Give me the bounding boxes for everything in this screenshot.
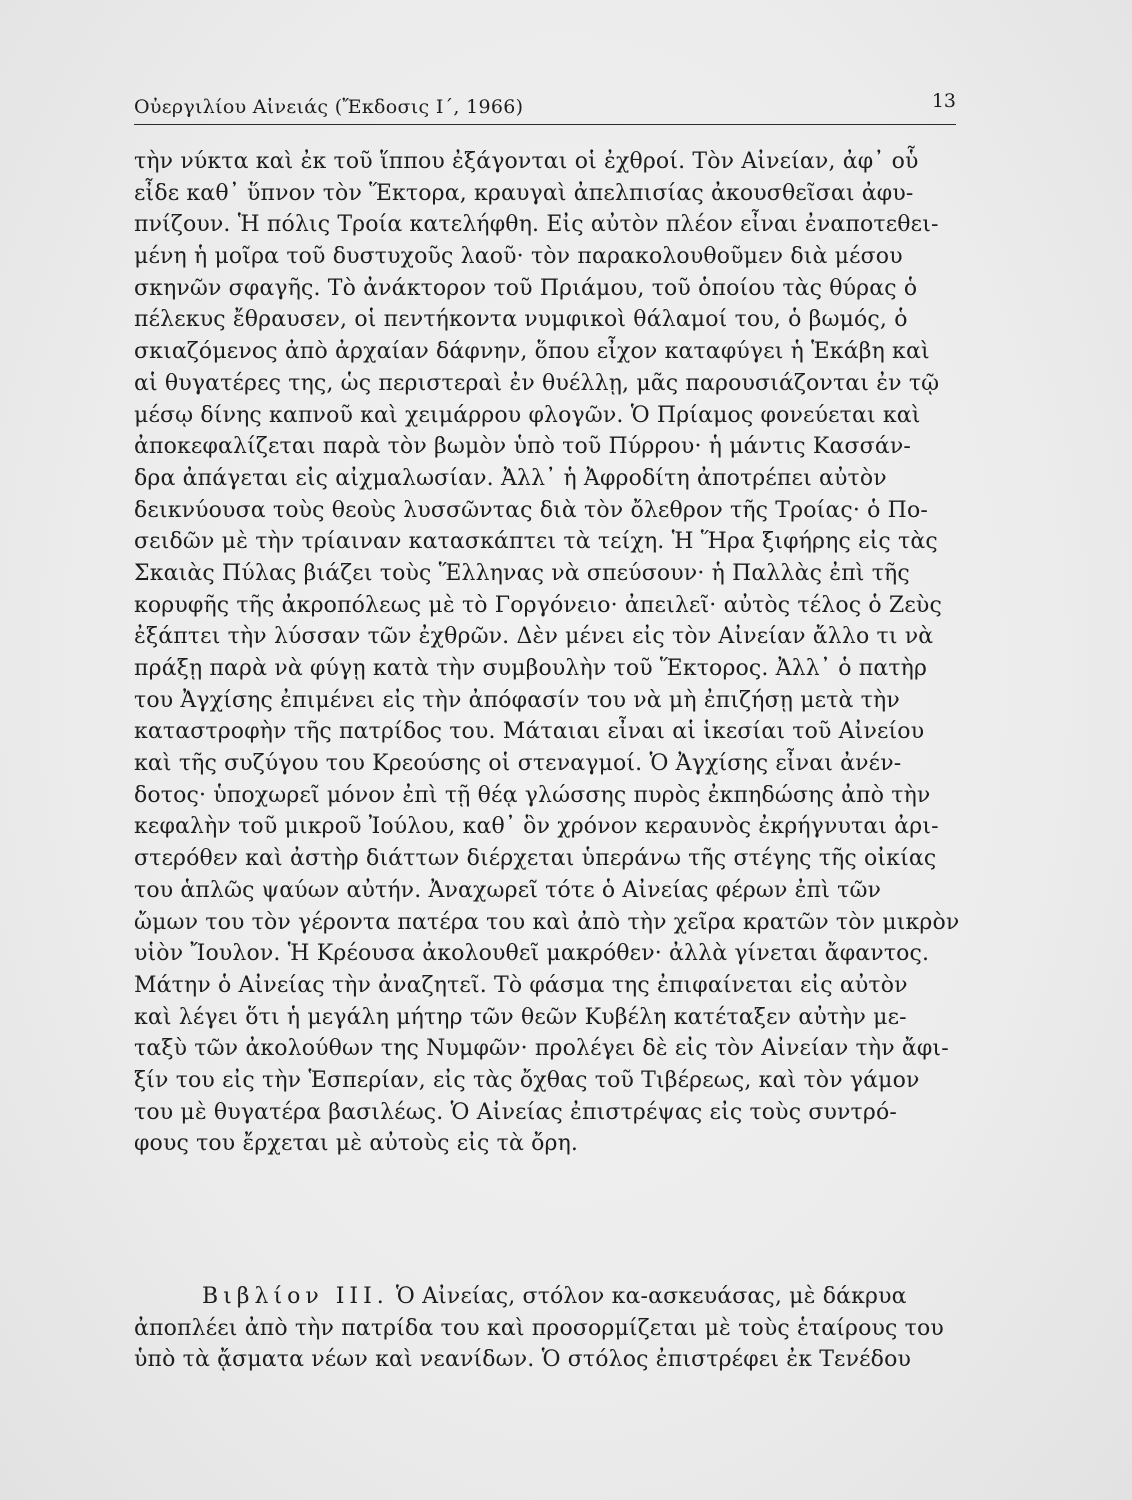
text-line: μένη ἡ μοῖρα τοῦ δυστυχοῦς λαοῦ· τὸν παρακολουθοῦμεν διὰ μέσου — [134, 244, 903, 270]
text-line: ξίν του εἰς τὴν Ἑσπερίαν, εἰς τὰς ὄχθας τοῦ Τιβέρεως, καὶ τὸν γάμον — [134, 1067, 920, 1093]
text-line-first — [134, 1281, 974, 1313]
text-line: κορυφῆς τῆς ἀκροπόλεως μὲ τὸ Γοργόνειο· ἀπειλεῖ· αὐτὸς τέλος ὁ Ζεὺς — [134, 592, 942, 618]
text-line: καταστροφὴν τῆς πατρίδος του. Μάταιαι εἶναι αἱ ἱκεσίαι τοῦ Αἰνείου — [134, 719, 925, 745]
text-line: σκιαζόμενος ἀπὸ ἀρχαίαν δάφνην, ὅπου εἶχον καταφύγει ἡ Ἑκάβη καὶ — [134, 339, 930, 365]
page-header — [134, 90, 956, 124]
text-line: δεικνύουσα τοὺς θεοὺς λυσσῶντας διὰ τὸν ὄλεθρον τῆς Τροίας· ὁ Πο- — [134, 497, 928, 523]
book-heading: Βιβλίον ΙΙΙ. — [202, 1284, 389, 1309]
text-line: ὑπὸ τὰ ᾄσματα νέων καὶ νεανίδων. Ὁ στόλος ἐπιστρέφει ἐκ Τενέδου — [134, 1347, 911, 1373]
text-line: πνίζουν. Ἡ πόλις Τροία κατελήφθη. Εἰς αὐτὸν πλέον εἶναι ἐναποτεθει- — [134, 212, 939, 238]
text-line: του ἁπλῶς ψαύων αὐτήν. Ἀναχωρεῖ τότε ὁ Αἰνείας φέρων ἐπὶ τῶν — [134, 877, 882, 903]
page-number: 13 — [931, 90, 956, 112]
text-line: ἐξάπτει τὴν λύσσαν τῶν ἐχθρῶν. Δὲν μένει εἰς τὸν Αἰνείαν ἄλλο τι νὰ — [134, 624, 934, 650]
text-line: του μὲ θυγατέρα βασιλέως. Ὁ Αἰνείας ἐπιστρέψας εἰς τοὺς συντρό- — [134, 1099, 897, 1125]
text-line: αἱ θυγατέρες της, ὡς περιστεραὶ ἐν θυέλλῃ, μᾶς παρουσιάζονται ἐν τῷ — [134, 370, 940, 396]
paragraph-1 — [134, 146, 974, 1160]
text-line: κεφαλὴν τοῦ μικροῦ Ἰούλου, καθ᾿ ὃν χρόνον κεραυνὸς ἐκρήγνυται ἀρι- — [134, 814, 939, 840]
text-line: εἶδε καθ᾿ ὕπνον τὸν Ἕκτορα, κραυγαὶ ἀπελπισίας ἀκουσθεῖσαι ἀφυ- — [134, 180, 914, 206]
text-line: καὶ λέγει ὅτι ἡ μεγάλη μήτηρ τῶν θεῶν Κυβέλη κατέταξεν αὐτὴν με- — [134, 1004, 907, 1030]
text-line: πέλεκυς ἔθραυσεν, οἱ πεντήκοντα νυμφικοὶ θάλαμοί του, ὁ βωμός, ὁ — [134, 307, 908, 333]
text-line: ἀποκεφαλίζεται παρὰ τὸν βωμὸν ὑπὸ τοῦ Πύρρου· ἡ μάντις Κασσάν- — [134, 434, 911, 460]
text-line: στερόθεν καὶ ἀστὴρ διάττων διέρχεται ὑπεράνω τῆς στέγης τῆς οἰκίας — [134, 846, 937, 872]
text-line: καὶ τῆς συζύγου του Κρεούσης οἱ στεναγμοί. Ὁ Ἀγχίσης εἶναι ἀνέν- — [134, 751, 902, 777]
text-line: τὴν νύκτα καὶ ἐκ τοῦ ἵππου ἐξάγονται οἱ ἐχθροί. Τὸν Αἰνείαν, ἀφ᾿ οὗ — [134, 149, 919, 174]
text-line: φους του ἔρχεται μὲ αὐτοὺς εἰς τὰ ὄρη. — [134, 1131, 579, 1157]
text-line: δρα ἀπάγεται εἰς αἰχμαλωσίαν. Ἀλλ᾿ ἡ Ἀφροδίτη ἀποτρέπει αὐτὸν — [134, 465, 887, 491]
text-line: μέσῳ δίνης καπνοῦ καὶ χειμάρρου φλογῶν. Ὁ Πρίαμος φονεύεται καὶ — [134, 402, 921, 428]
paragraph-2 — [134, 1281, 974, 1376]
first-line-text: Ὁ Αἰνείας, στόλον κα-ασκευάσας, μὲ δάκρυα — [395, 1284, 907, 1309]
text-line: πράξῃ παρὰ νὰ φύγῃ κατὰ τὴν συμβουλὴν τοῦ Ἕκτορος. Ἀλλ᾿ ὁ πατὴρ — [134, 656, 928, 681]
running-title: Οὐεργιλίου Αἰνειάς (Ἔκδοσις Ι΄, 1966) — [134, 96, 524, 118]
text-line: υἱὸν Ἴουλον. Ἡ Κρέουσα ἀκολουθεῖ μακρόθεν· ἀλλὰ γίνεται ἄφαντος. — [134, 941, 930, 967]
text-line: σειδῶν μὲ τὴν τρίαιναν κατασκάπτει τὰ τείχη. Ἡ Ἥρα ξιφήρης εἰς τὰς — [134, 529, 938, 555]
text-line: ταξὺ τῶν ἀκολούθων της Νυμφῶν· προλέγει δὲ εἰς τὸν Αἰνείαν τὴν ἄφι- — [134, 1036, 949, 1062]
text-line: ἀποπλέει ἀπὸ τὴν πατρίδα του καὶ προσορμίζεται μὲ τοὺς ἑταίρους του — [134, 1315, 944, 1341]
text-line: ὤμων του τὸν γέροντα πατέρα του καὶ ἀπὸ τὴν χεῖρα κρατῶν τὸν μικρὸν — [134, 909, 960, 935]
header-rule — [134, 124, 956, 125]
text-line: δοτος· ὑποχωρεῖ μόνον ἐπὶ τῇ θέᾳ γλώσσης πυρὸς ἐκπηδώσης ἀπὸ τὴν — [134, 782, 931, 808]
text-line: σκηνῶν σφαγῆς. Τὸ ἀνάκτορον τοῦ Πριάμου, τοῦ ὁποίου τὰς θύρας ὁ — [134, 275, 918, 301]
text-line: Σκαιὰς Πύλας βιάζει τοὺς Ἕλληνας νὰ σπεύσουν· ἡ Παλλὰς ἐπὶ τῆς — [134, 560, 910, 586]
text-line: του Ἀγχίσης ἐπιμένει εἰς τὴν ἀπόφασίν του νὰ μὴ ἐπιζήσῃ μετὰ τὴν — [134, 687, 900, 713]
text-line: Μάτην ὁ Αἰνείας τὴν ἀναζητεῖ. Τὸ φάσμα της ἐπιφαίνεται εἰς αὐτὸν — [134, 972, 908, 998]
